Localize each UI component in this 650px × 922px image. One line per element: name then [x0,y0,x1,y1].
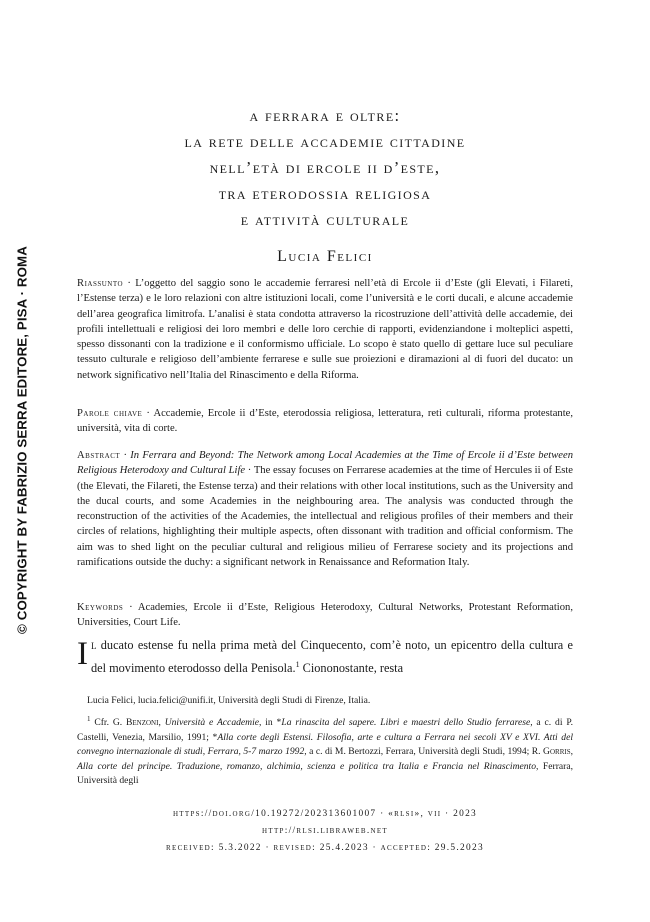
drop-cap: I [77,636,88,672]
title-line: e attività culturale [240,210,410,229]
footnote-segment: Benzoni [126,717,159,729]
body-text: ducato estense fu nella prima metà del Cinquecento, com’è noto, un epicentro della cultura e del movimento eterodosso della Penisola. [91,638,573,676]
dates-line: received: 5.3.2022 · revised: 25.4.2023 · accepted: 29.5.2023 [166,843,484,853]
author-affiliation: Lucia Felici, lucia.felici@unifi.it, Università degli Studi di Firenze, Italia. [87,695,371,706]
footnote-segment: , in * [259,717,282,729]
keywords-it-paragraph [77,406,573,437]
body-text-continued: Ciononostante, resta [299,661,404,676]
footnote-segment: , [158,717,165,729]
abstract-label: Abstract [77,450,121,461]
separator: · [123,278,136,289]
riassunto-paragraph [77,276,573,383]
riassunto-text: L’oggetto del saggio sono le accademie ferraresi nell’età di Ercole ii d’Este (gli Elevati, i Filareti, l’Estense terza) e le loro relazioni con altre istituzioni locali, come l’università e le corti ducali, e alcune accademie dell’area geografica limitrofa. L’analisi è stata condotta attraverso la ricostruzione dell’attività delle accademie, dei profili intellettuali e religiosi dei loro membri e delle loro cerchie di rapporti, evidenziandone i molteplici aspetti, spesso dissonanti con la tradizione e il conformismo ufficiale. Lo scopo è stato quello di gettare luce sul peculiare tessuto culturale e religioso dell’ambiente ferrarese e sulle sue proiezioni e diramazioni al di fuori del ducato: un network significativo nell’Italia del Rinascimento e della Riforma. [77,278,573,381]
body-paragraph [77,636,573,678]
footnote-ref: 1 [295,660,300,669]
footnote-segment: Cfr. G. [90,717,126,729]
footnote-segment: Gorris [543,746,571,758]
footnote-number: 1 [87,715,91,724]
keywords-en-paragraph [77,600,573,631]
abstract-text: The essay focuses on Ferrarese academies at the time of Hercules ii of Este (the Elevati, the Filareti, the Estense terza) and their relations with other local institutions, such as the University and the ducal courts, and some Academies in the neighbouring area. The analysis was conducted through the reconstruction of the activities of the Academies, the intellectual and religious profiles of their members and their circles of relations, highlighting their multiple aspects, often dissonant with tradition and official conformism. The aim was to shed light on the peculiar cultural and religious milieu of Ferrarese society and its projections and ramifications outside the duchy: a significant network in Renaissance and Reformation Italy. [77,465,573,569]
footnote-1 [77,712,573,788]
footnote-segment: , a c. di M. Bertozzi, Ferrara, Università degli Studi, 1994; R. [304,746,544,758]
article-author: Lucia Felici [277,248,373,265]
footnote-segment: , Ferrara, Università degli [77,760,573,787]
footnote-segment: La rinascita del sapere. Libri e maestri dello Studio ferrarese [281,717,531,729]
separator: · [245,465,254,477]
title-line: tra eterodossia religiosa [218,184,432,203]
footnote-segment: Università e Accademie [164,717,260,729]
footnote-segment: Alla corte del principe. Traduzione, romanzo, alchimia, scienza e politica tra Italia e Francia nel Rinascimento [77,760,537,772]
keywords-text: Academies, Ercole ii d’Este, Religious Heterodoxy, Cultural Networks, Protestant Reformation, Universities, Court Life. [77,602,573,629]
doi-line: https://doi.org/10.19272/202313601007 · «rlsi», vii · 2023 [172,809,478,819]
footnote-segment: Alla corte degli Estensi. Filosofia, arte e cultura a Ferrara nei secoli XV e XVI. Atti del convegno internazionale di studi, Ferrara, 5-7 marzo 1992 [77,732,573,758]
keywords-label: Keywords [77,602,124,613]
title-line: a ferrara e oltre: [249,106,401,125]
separator: · [120,450,131,461]
parole-chiave-label: Parole chiave [77,408,143,419]
imprint-info [90,806,560,857]
separator: · [142,408,154,419]
abstract-english-title: In Ferrara and Beyond: The Network among Local Academies at the Time of Ercole ii d’Este between Religious Heterodoxy and Cultural Life [77,450,573,477]
journal-url: http://rlsi.libraweb.net [262,826,388,836]
article-title [90,103,560,233]
title-line: nell’età di ercole ii d’este, [209,158,441,177]
copyright-text: © COPYRIGHT BY FABRIZIO SERRA EDITORE, PISA · ROMA [14,246,30,634]
footnote-segment: , a c. di P. Castelli, Venezia, Marsilio, 1991; * [77,717,573,743]
parole-chiave-text: Accademie, Ercole ii d’Este, eterodossia religiosa, letteratura, reti culturali, riforma protestante, università, vita di corte. [77,408,573,435]
riassunto-label: Riassunto [77,278,124,289]
footnotes [77,694,573,789]
abstract-paragraph [77,448,573,570]
copyright-notice [12,200,32,680]
title-line: la rete delle accademie cittadine [184,132,466,151]
first-word-rest: l [91,638,97,652]
footnote-segment: , [570,746,573,758]
separator: · [123,602,138,613]
